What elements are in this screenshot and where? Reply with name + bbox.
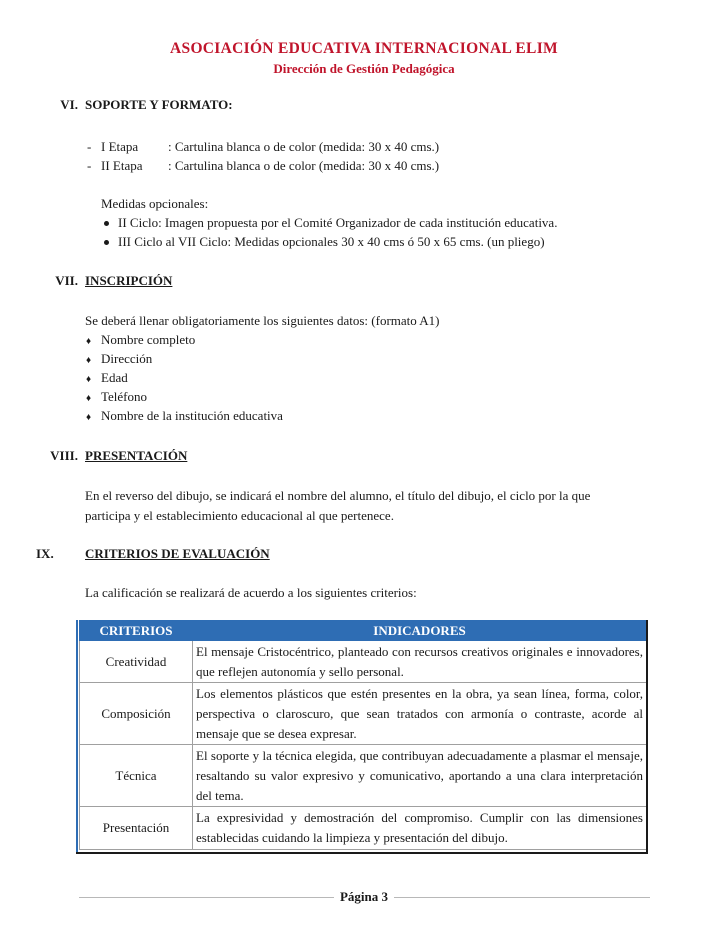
inscription-item: Dirección (101, 351, 153, 366)
optional-measure-item: II Ciclo: Imagen propuesta por el Comité Organizador de cada institución educativa. (118, 215, 558, 230)
criterion-name: Composición (80, 683, 193, 745)
criterion-indicator: Los elementos plásticos que estén presentes en la obra, ya sean línea, forma, color, perspectiva o claroscuro, que sean tratados con armonía o contraste, acorde al mensaje que se desea expresar. (193, 683, 647, 745)
dept-subtitle: Dirección de Gestión Pedagógica (273, 61, 455, 76)
section-title-vii: INSCRIPCIÓN (85, 273, 173, 288)
section-number-vi: VI. (60, 97, 78, 112)
table-left-border (76, 620, 78, 853)
section-title-viii: PRESENTACIÓN (85, 448, 188, 463)
column-header-criterios: CRITERIOS (80, 621, 193, 641)
inscription-item: Nombre completo (101, 332, 196, 347)
section-number-vii: VII. (55, 273, 78, 288)
inscription-intro: Se deberá llenar obligatoriamente los siguientes datos: (formato A1) (85, 313, 440, 328)
inscription-item: Nombre de la institución educativa (101, 408, 283, 423)
table-bottom-border (76, 852, 648, 854)
section-title-vi: SOPORTE Y FORMATO: (85, 97, 233, 112)
criteria-table (79, 620, 647, 850)
stage-name: II Etapa (101, 158, 143, 173)
criterion-name: Técnica (80, 745, 193, 807)
stage-desc: : Cartulina blanca o de color (medida: 30 x 40 cms.) (168, 139, 440, 154)
bullet-dot-icon (104, 240, 109, 245)
diamond-bullet-icon: ♦ (86, 374, 92, 385)
criterion-indicator: El mensaje Cristocéntrico, planteado con recursos creativos originales e innovadores, que reflejen autonomía y sello personal. (193, 641, 647, 683)
stage-desc: : Cartulina blanca o de color (medida: 30 x 40 cms.) (168, 158, 440, 173)
table-row (80, 745, 647, 807)
criterion-name: Creatividad (80, 641, 193, 683)
stage-dash: - (87, 158, 92, 173)
table-header-row (80, 621, 647, 641)
inscription-item: Teléfono (101, 389, 148, 404)
presentation-text-line: participa y el establecimiento educacional al que pertenece. (85, 508, 394, 523)
inscription-item: Edad (101, 370, 128, 385)
diamond-bullet-icon: ♦ (86, 412, 92, 423)
bullet-dot-icon (104, 221, 109, 226)
criteria-intro: La calificación se realizará de acuerdo a los siguientes criterios: (85, 585, 417, 600)
diamond-bullet-icon: ♦ (86, 393, 92, 404)
criterion-indicator: La expresividad y demostración del compromiso. Cumplir con las dimensiones establecidas cuidando la limpieza y presentación del dibujo. (193, 807, 647, 850)
table-row (80, 641, 647, 683)
diamond-bullet-icon: ♦ (86, 355, 92, 366)
criterion-indicator: El soporte y la técnica elegida, que contribuyan adecuadamente a plasmar el mensaje, resaltando su valor expresivo y comunicativo, aportando a una clara interpretación del tema. (193, 745, 647, 807)
page-number: Página 3 (339, 889, 389, 904)
org-title: ASOCIACIÓN EDUCATIVA INTERNACIONAL ELIM (170, 40, 558, 57)
column-header-indicadores: INDICADORES (193, 621, 647, 641)
table-row (80, 683, 647, 745)
stage-dash: - (87, 139, 92, 154)
table-row (80, 807, 647, 850)
criterion-name: Presentación (80, 807, 193, 850)
presentation-text-line: En el reverso del dibujo, se indicará el nombre del alumno, el título del dibujo, el ciclo por la que (85, 488, 591, 503)
optional-measure-item: III Ciclo al VII Ciclo: Medidas opcionales 30 x 40 cms ó 50 x 65 cms. (un pliego) (118, 234, 545, 249)
stage-name: I Etapa (101, 139, 139, 154)
diamond-bullet-icon: ♦ (86, 336, 92, 347)
section-number-ix: IX. (36, 546, 54, 561)
section-number-viii: VIII. (50, 448, 78, 463)
table-right-border (646, 620, 648, 853)
section-title-ix: CRITERIOS DE EVALUACIÓN (85, 546, 270, 561)
optional-measures-title: Medidas opcionales: (101, 196, 209, 211)
